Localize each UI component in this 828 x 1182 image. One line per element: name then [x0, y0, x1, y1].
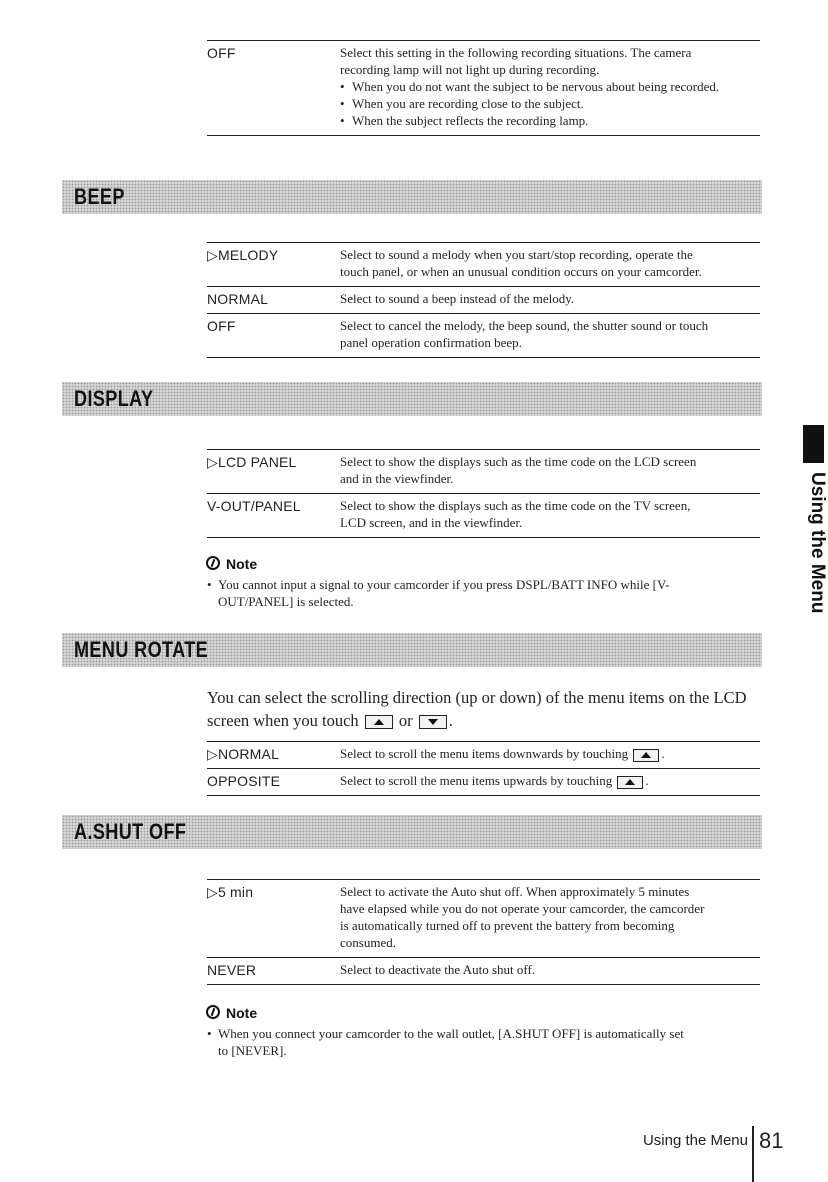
option-description [340, 961, 760, 978]
desc-line: is automatically turned off to prevent the battery from becoming [340, 918, 675, 933]
desc-line: consumed. [340, 935, 396, 950]
option-name: OFF [207, 318, 236, 334]
menu-rotate-option-table [207, 741, 760, 796]
beep-option-table [207, 242, 760, 358]
page-number: 81 [759, 1128, 784, 1153]
footer-section-name: Using the Menu [642, 1132, 748, 1149]
section-tab-marker [803, 425, 824, 463]
scroll-up-button-icon [365, 715, 393, 729]
desc-line: Select to scroll the menu items upwards by touching [340, 773, 613, 788]
intro-end: . [448, 711, 453, 730]
section-banner-beep [62, 180, 762, 214]
option-name: NORMAL [207, 291, 269, 307]
option-name: OPPOSITE [207, 773, 281, 789]
option-name: ▷NORMAL [207, 746, 280, 762]
option-row-5-min [207, 879, 760, 957]
desc-bullet: • When the subject reflects the recording lamp. [340, 112, 760, 129]
option-description [340, 883, 760, 951]
option-row-off [207, 40, 760, 136]
desc-line: Select this setting in the following recording situations. The camera [340, 45, 692, 60]
option-description [340, 745, 760, 762]
option-row-opposite [207, 768, 760, 796]
note-heading [206, 555, 257, 572]
desc-bullet: • When you are recording close to the subject. [340, 95, 760, 112]
option-row-v-out-panel [207, 493, 760, 538]
option-description [340, 44, 760, 129]
note-text [207, 1025, 778, 1059]
note-text [207, 576, 778, 610]
note-line: When you connect your camcorder to the wall outlet, [A.SHUT OFF] is automatically set [218, 1026, 684, 1041]
option-description [340, 246, 760, 280]
desc-line: Select to sound a melody when you start/stop recording, operate the [340, 247, 693, 262]
option-name: ▷5 min [207, 884, 254, 900]
note-icon [206, 1005, 220, 1019]
note-line: to [NEVER]. [218, 1043, 287, 1058]
option-row-lcd-panel [207, 449, 760, 493]
note-line: OUT/PANEL] is selected. [218, 594, 354, 609]
display-option-table [207, 449, 760, 538]
scroll-up-button-icon [617, 776, 643, 789]
intro-or: or [398, 711, 413, 730]
desc-line: recording lamp will not light up during recording. [340, 62, 600, 77]
option-description [340, 497, 760, 531]
note-icon [206, 556, 220, 570]
option-row-normal [207, 286, 760, 313]
note-label: Note [226, 556, 258, 572]
desc-end: . [645, 773, 649, 788]
option-description [340, 453, 760, 487]
desc-line: touch panel, or when an unusual condition occurs on your camcorder. [340, 264, 702, 279]
desc-line: panel operation confirmation beep. [340, 335, 522, 350]
section-banner-a-shut-off [62, 815, 762, 849]
option-row-never [207, 957, 760, 985]
section-banner-display [62, 382, 762, 416]
option-name: V-OUT/PANEL [207, 498, 301, 514]
desc-line: have elapsed while you do not operate your camcorder, the camcorder [340, 901, 705, 916]
scroll-down-button-icon [419, 715, 447, 729]
option-row-melody [207, 242, 760, 286]
menu-rotate-intro [207, 686, 767, 732]
desc-line: LCD screen, and in the viewfinder. [340, 515, 523, 530]
section-tab-label: Using the Menu [807, 472, 828, 614]
section-title: DISPLAY [74, 386, 154, 411]
intro-line: You can select the scrolling direction (up or down) of the menu items on the LCD [207, 688, 747, 707]
note-heading [206, 1004, 257, 1021]
note-line: You cannot input a signal to your camcorder if you press DSPL/BATT INFO while [V- [218, 577, 670, 592]
option-description [340, 290, 760, 307]
desc-line: Select to scroll the menu items downwards by touching [340, 746, 629, 761]
option-name: OFF [207, 45, 236, 61]
section-title: MENU ROTATE [74, 637, 209, 662]
scroll-up-button-icon [633, 749, 659, 762]
desc-bullet: • When you do not want the subject to be nervous about being recorded. [340, 78, 760, 95]
option-row-off [207, 313, 760, 358]
desc-line: Select to sound a beep instead of the melody. [340, 291, 575, 306]
desc-end: . [661, 746, 665, 761]
a-shut-off-option-table [207, 879, 760, 985]
footer-divider [752, 1126, 754, 1182]
note-label: Note [226, 1005, 258, 1021]
intro-line: screen when you touch [207, 711, 359, 730]
desc-line: Select to activate the Auto shut off. When approximately 5 minutes [340, 884, 690, 899]
option-name: ▷LCD PANEL [207, 454, 297, 470]
option-name: NEVER [207, 962, 257, 978]
desc-line: Select to show the displays such as the time code on the TV screen, [340, 498, 691, 513]
option-name: ▷MELODY [207, 247, 279, 263]
section-banner-menu-rotate [62, 633, 762, 667]
top-option-table [207, 40, 760, 136]
desc-line: Select to cancel the melody, the beep sound, the shutter sound or touch [340, 318, 709, 333]
section-title: A.SHUT OFF [74, 819, 187, 844]
desc-line: and in the viewfinder. [340, 471, 454, 486]
option-description [340, 317, 760, 351]
option-description [340, 772, 760, 789]
section-title: BEEP [74, 184, 125, 209]
desc-line: Select to deactivate the Auto shut off. [340, 962, 536, 977]
desc-line: Select to show the displays such as the time code on the LCD screen [340, 454, 697, 469]
option-row-normal [207, 741, 760, 768]
